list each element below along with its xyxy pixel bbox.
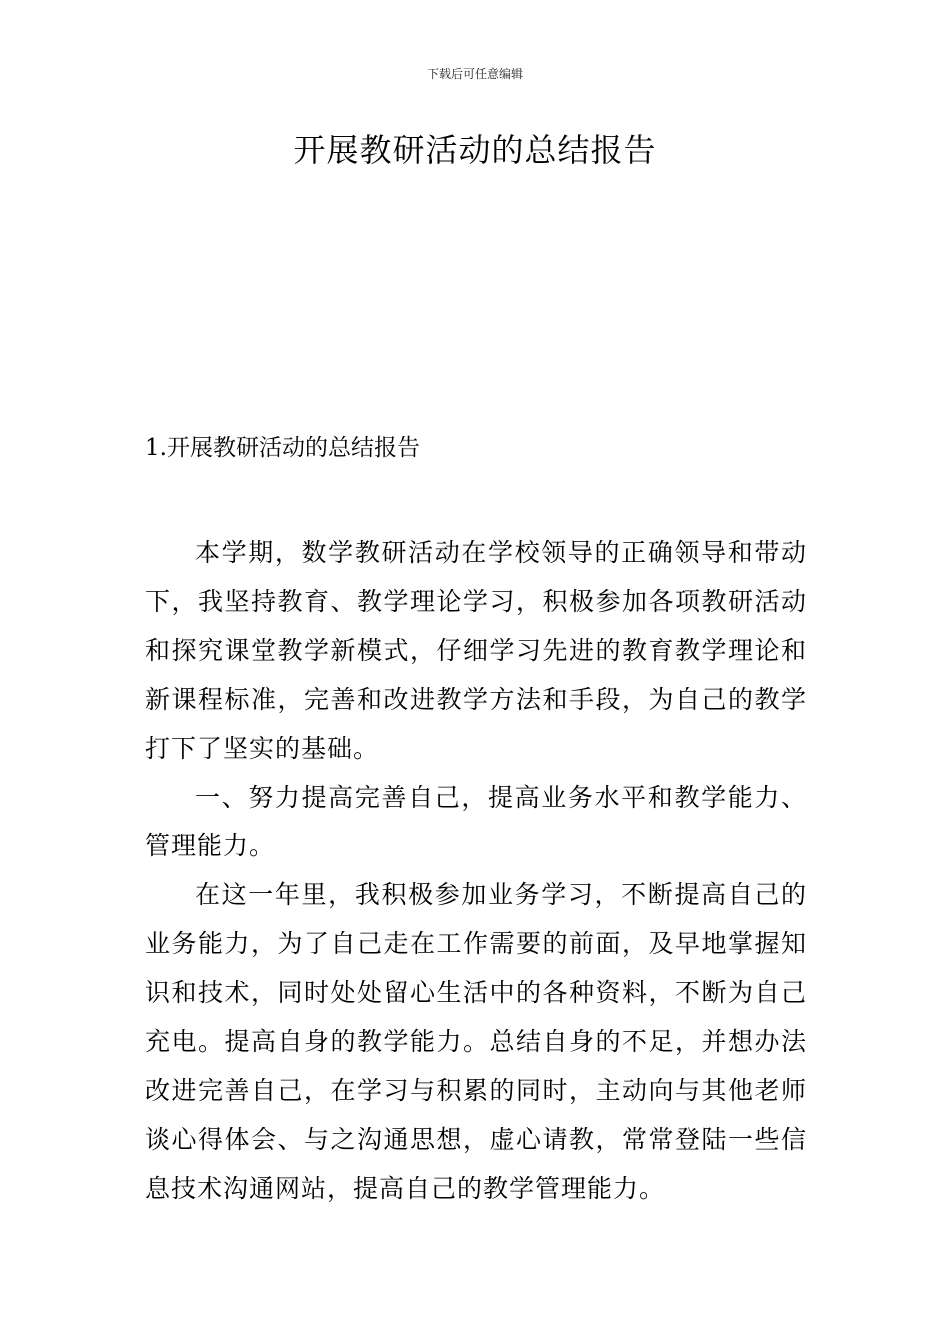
- paragraph-year-review: 在这一年里，我积极参加业务学习，不断提高自己的业务能力，为了自己走在工作需要的前面，及早地掌握知识和技术，同时处处留心生活中的各种资料，不断为自己充电。提高自身的教学能力。总结自身的不足，并想办法改进完善自己，在学习与积累的同时，主动向与其他老师谈心得体会、与之沟通思想，虚心请教，常常登陆一些信息技术沟通网站，提高自己的教学管理能力。: [145, 880, 807, 1203]
- paragraph-intro: 本学期，数学教研活动在学校领导的正确领导和带动下，我坚持教育、教学理论学习，积极参加各项教研活动和探究课堂教学新模式，仔细学习先进的教育教学理论和新课程标准，完善和改进教学方法和手段，为自己的教学打下了坚实的基础。: [145, 538, 807, 763]
- document-title: 开展教研活动的总结报告: [293, 131, 657, 169]
- section-heading: 1.开展教研活动的总结报告: [145, 435, 420, 461]
- document-body: [145, 529, 807, 1214]
- paragraph-point-one: 一、努力提高完善自己，提高业务水平和教学能力、管理能力。: [145, 782, 807, 861]
- page-header-note: 下载后可任意编辑: [426, 67, 523, 81]
